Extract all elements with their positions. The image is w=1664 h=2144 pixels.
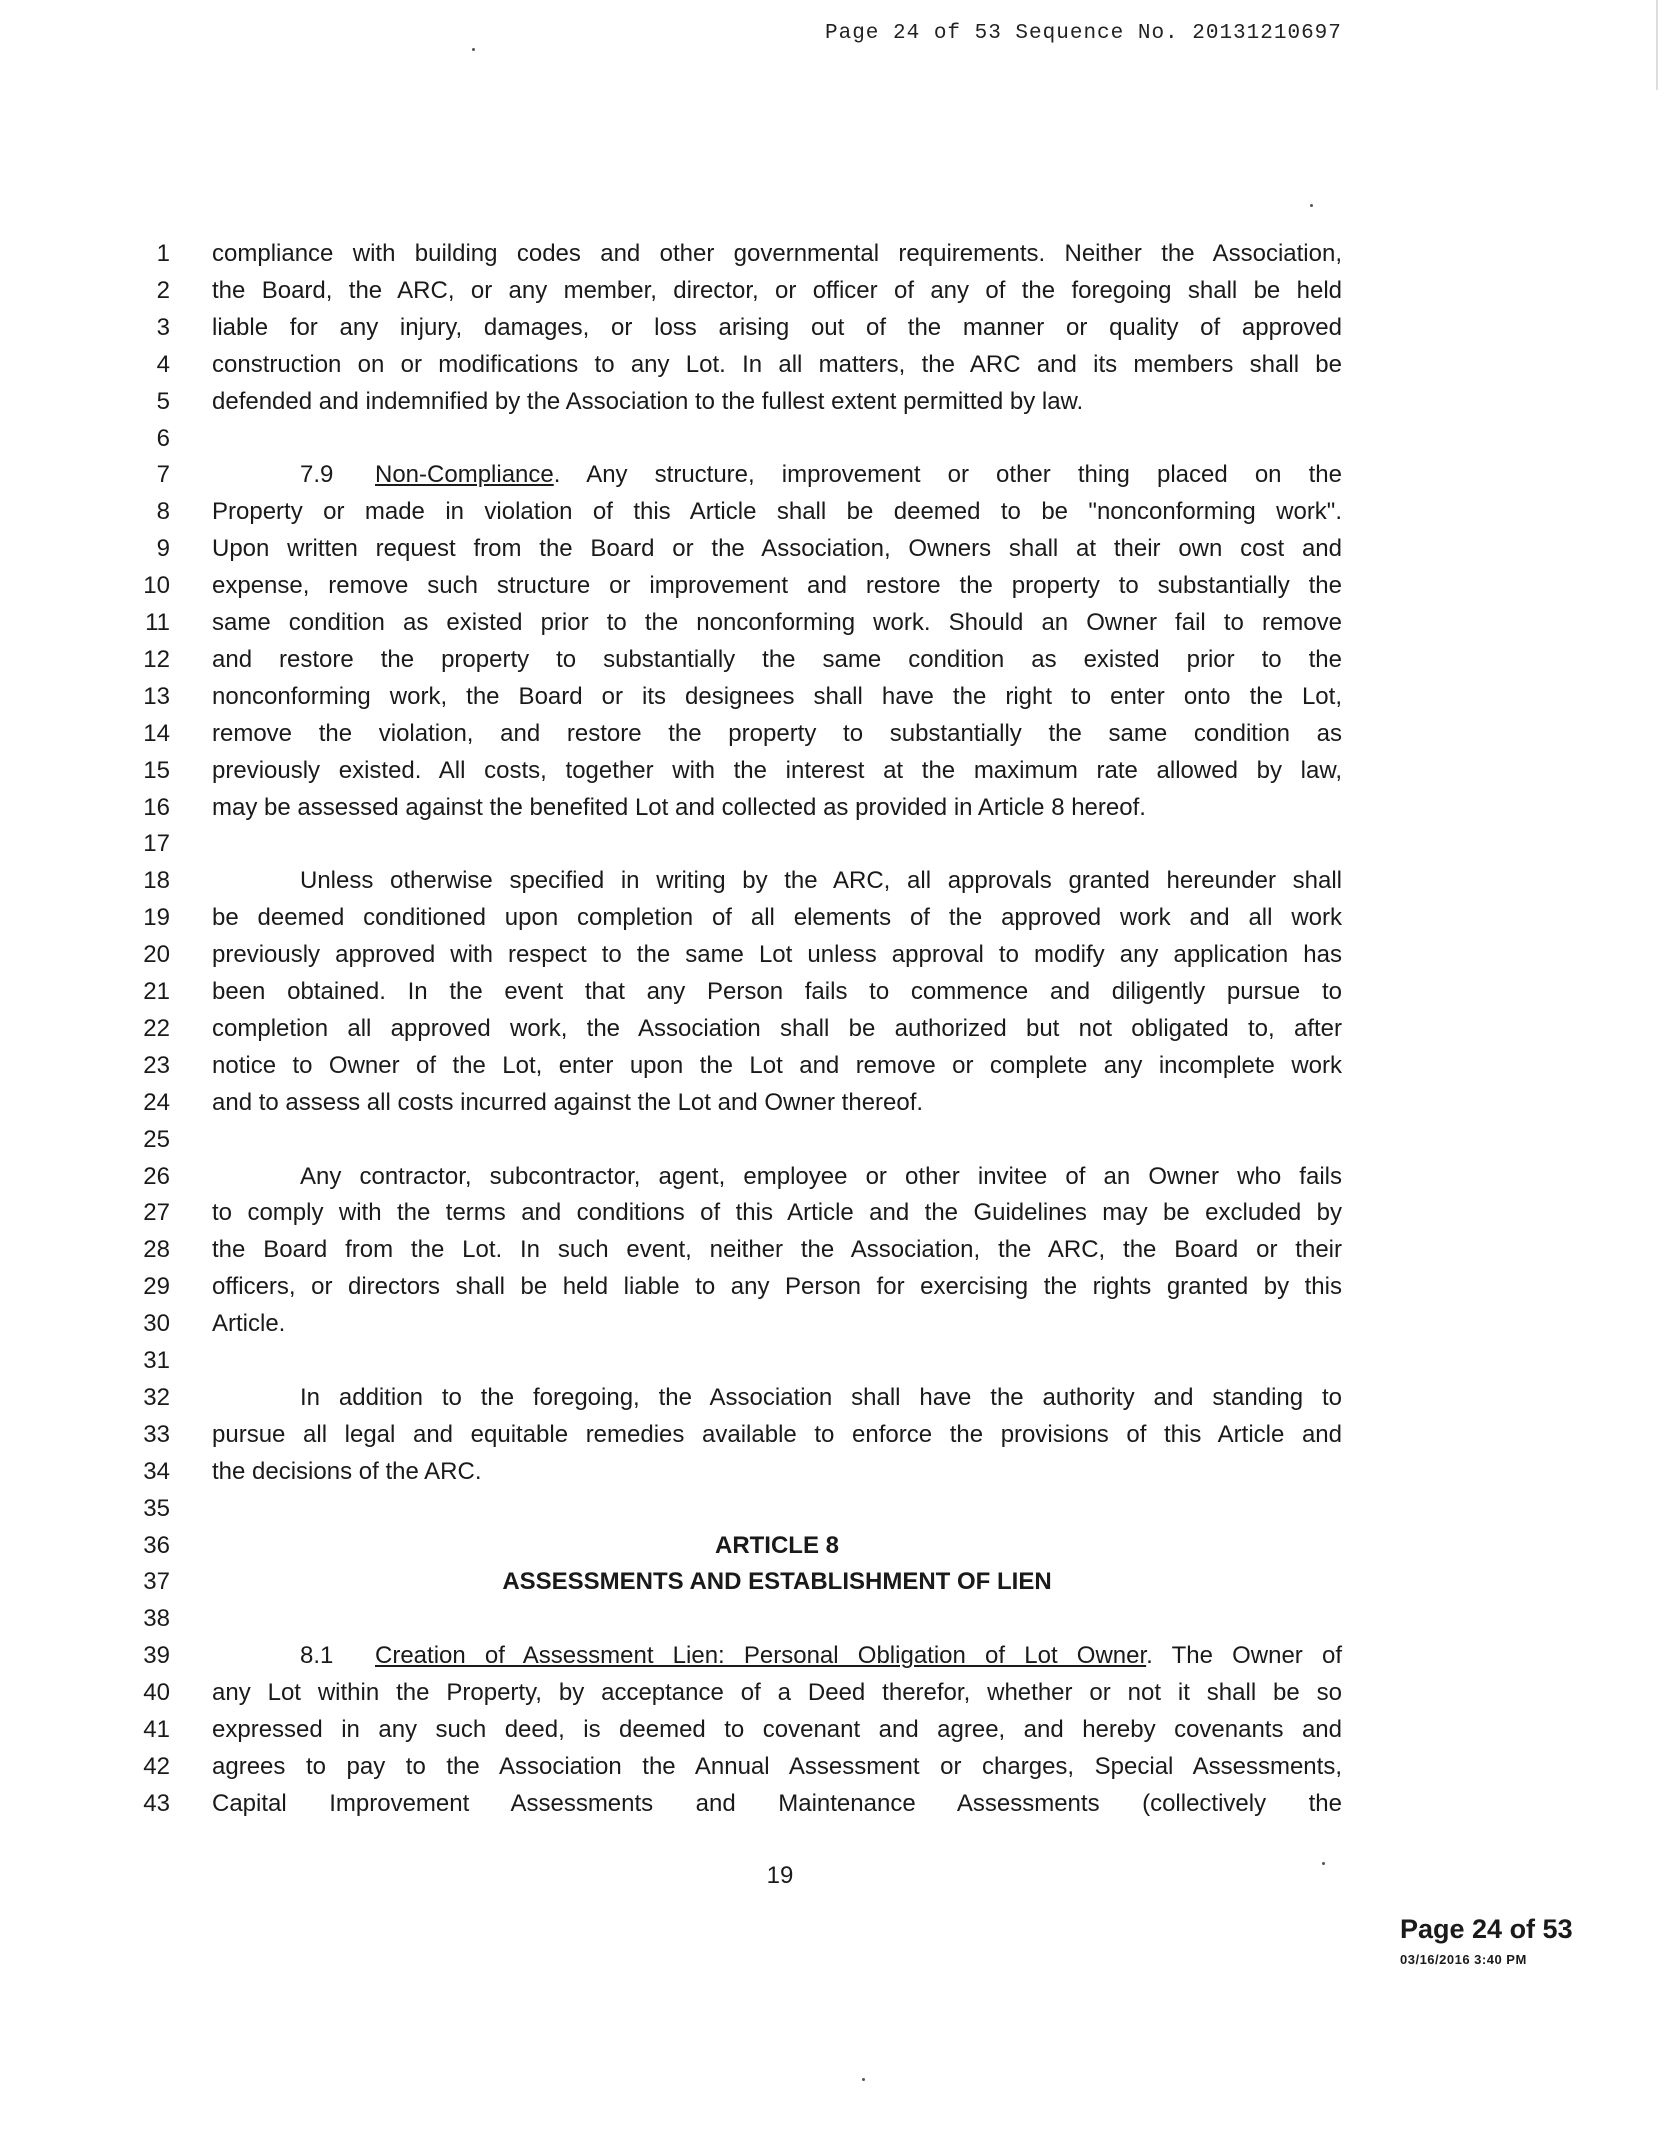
page-edge-mark (1656, 0, 1658, 90)
line-text: defended and indemnified by the Association to the fullest extent permitted by law. (212, 387, 1084, 415)
line-text: the Board, the ARC, or any member, director, or officer of any of the foregoing shall be held (212, 276, 1342, 304)
page-header: Page 24 of 53 Sequence No. 20131210697 (825, 22, 1342, 45)
document-line (0, 716, 1664, 752)
line-number: 21 (143, 978, 170, 1005)
line-text: officers, or directors shall be held liable to any Person for exercising the rights granted by this (212, 1273, 1342, 1301)
line-text: In addition to the foregoing, the Association shall have the authority and standing to (300, 1383, 1342, 1411)
line-text: Upon written request from the Board or the Association, Owners shall at their own cost and (212, 535, 1342, 563)
line-number: 30 (143, 1310, 170, 1338)
document-line (0, 347, 1664, 383)
line-text: to comply with the terms and conditions of this Article and the Guidelines may be excluded by (212, 1199, 1342, 1227)
line-number: 14 (143, 719, 170, 747)
line-text: expressed in any such deed, is deemed to covenant and agree, and hereby covenants and (212, 1716, 1342, 1743)
article-title: ASSESSMENTS AND ESTABLISHMENT OF LIEN (502, 1568, 1052, 1596)
line-text: pursue all legal and equitable remedies available to enforce the provisions of this Article and (212, 1420, 1342, 1448)
line-number: 28 (143, 1236, 170, 1264)
section-title: Creation of Assessment Lien: Personal Obligation of Lot Owner (375, 1642, 1147, 1670)
line-number: 41 (143, 1716, 170, 1743)
line-number: 12 (143, 645, 170, 673)
document-line (0, 974, 1664, 1010)
document-line (0, 1343, 1664, 1379)
document-line (0, 1048, 1664, 1084)
section-number: 7.9 (300, 461, 334, 489)
line-number: 43 (143, 1789, 170, 1817)
section-text: . Any structure, improvement or other thing placed on the (553, 461, 1342, 489)
section-number: 8.1 (300, 1642, 334, 1670)
line-number: 7 (156, 461, 170, 489)
document-line (0, 1122, 1664, 1158)
document-line (0, 1011, 1664, 1047)
line-text: Unless otherwise specified in writing by the ARC, all approvals granted hereunder shall (300, 867, 1342, 895)
line-text: previously existed. All costs, together with the interest at the maximum rate allowed by law, (212, 756, 1342, 784)
line-text: compliance with building codes and other governmental requirements. Neither the Association, (212, 240, 1342, 267)
document-line (0, 753, 1664, 789)
line-number: 34 (143, 1457, 170, 1485)
document-line (0, 679, 1664, 715)
document-line (0, 1306, 1664, 1342)
section-heading-line (212, 1638, 1342, 1674)
line-number: 18 (143, 867, 170, 895)
line-number: 20 (143, 941, 170, 969)
section-heading-line (212, 457, 1342, 493)
document-line (0, 568, 1664, 604)
document-line (0, 1195, 1664, 1231)
line-number: 27 (143, 1199, 170, 1227)
line-number: 24 (143, 1088, 170, 1116)
line-number: 23 (143, 1051, 170, 1079)
line-text: Property or made in violation of this Article shall be deemed to be "nonconforming work". (212, 498, 1342, 526)
line-text: Capital Improvement Assessments and Maintenance Assessments (collectively the (212, 1789, 1342, 1817)
line-text: same condition as existed prior to the nonconforming work. Should an Owner fail to remove (212, 609, 1342, 636)
line-text: remove the violation, and restore the property to substantially the same condition as (212, 719, 1342, 747)
line-number: 25 (143, 1125, 170, 1153)
line-number: 16 (143, 793, 170, 821)
line-text: agrees to pay to the Association the Annual Assessment or charges, Special Assessments, (212, 1752, 1342, 1780)
line-number: 37 (143, 1568, 170, 1596)
line-text: Article. (212, 1310, 286, 1338)
line-number: 5 (156, 387, 170, 415)
scan-speck (472, 48, 475, 51)
document-line (0, 826, 1664, 862)
page-number: 19 (766, 1862, 794, 1889)
line-number: 35 (143, 1494, 170, 1522)
line-text: been obtained. In the event that any Person fails to commence and diligently pursue to (212, 978, 1342, 1005)
document-line (0, 1749, 1664, 1785)
line-text: expense, remove such structure or improvement and restore the property to substantially the (212, 572, 1342, 600)
document-line (0, 1269, 1664, 1305)
line-number: 26 (143, 1162, 170, 1190)
line-number: 8 (156, 498, 170, 526)
line-number: 40 (143, 1679, 170, 1707)
line-number: 33 (143, 1420, 170, 1448)
line-text: the decisions of the ARC. (212, 1457, 482, 1485)
line-number: 3 (156, 313, 170, 341)
document-line (0, 605, 1664, 641)
line-text: construction on or modifications to any Lot. In all matters, the ARC and its members shall be (212, 350, 1342, 378)
line-text: Any contractor, subcontractor, agent, employee or other invitee of an Owner who fails (300, 1162, 1342, 1190)
document-line (0, 1675, 1664, 1711)
line-number: 2 (156, 276, 170, 304)
line-number: 15 (143, 756, 170, 784)
document-line (0, 937, 1664, 973)
line-number: 1 (156, 240, 170, 267)
document-line (0, 421, 1664, 457)
section-text: . The Owner of (1146, 1642, 1342, 1670)
scan-speck (862, 2078, 865, 2081)
document-line (0, 1380, 1664, 1416)
document-line (0, 1491, 1664, 1527)
line-number: 10 (143, 572, 170, 600)
line-number: 36 (143, 1531, 170, 1559)
recording-stamp-page: Page 24 of 53 (1400, 1914, 1573, 1944)
document-line (0, 273, 1664, 309)
document-line (0, 1454, 1664, 1490)
line-text: notice to Owner of the Lot, enter upon the Lot and remove or complete any incomplete work (212, 1051, 1342, 1079)
line-number: 19 (143, 904, 170, 932)
document-line (0, 531, 1664, 567)
line-number: 42 (143, 1752, 170, 1780)
document-line (0, 236, 1664, 272)
article-heading: ARTICLE 8 (714, 1531, 839, 1559)
document-line (0, 1232, 1664, 1268)
line-number: 4 (156, 350, 170, 378)
line-text: and restore the property to substantially the same condition as existed prior to the (212, 645, 1342, 673)
document-line (0, 642, 1664, 678)
line-number: 17 (143, 830, 170, 858)
line-number: 32 (143, 1383, 170, 1411)
line-text: completion all approved work, the Association shall be authorized but not obligated to, after (212, 1014, 1342, 1042)
document-line (0, 494, 1664, 530)
line-text: the Board from the Lot. In such event, neither the Association, the ARC, the Board or their (212, 1236, 1342, 1264)
document-line (0, 1601, 1664, 1637)
line-number: 31 (143, 1347, 170, 1374)
line-number: 13 (143, 682, 170, 710)
section-title: Non-Compliance (375, 461, 554, 489)
line-text: be deemed conditioned upon completion of all elements of the approved work and all work (212, 904, 1342, 932)
line-text: previously approved with respect to the same Lot unless approval to modify any application has (212, 941, 1342, 969)
document-line (0, 1528, 1664, 1564)
document-line (0, 1786, 1664, 1822)
line-number: 22 (143, 1014, 170, 1042)
document-line (0, 1159, 1664, 1195)
line-number: 9 (156, 535, 170, 563)
document-line (0, 1564, 1664, 1600)
document-line (0, 790, 1664, 826)
line-text: nonconforming work, the Board or its designees shall have the right to enter onto the Lot, (212, 682, 1342, 710)
document-line (0, 900, 1664, 936)
line-text: may be assessed against the benefited Lot and collected as provided in Article 8 hereof. (212, 793, 1146, 821)
line-number: 29 (143, 1273, 170, 1301)
document-line (0, 1638, 1664, 1674)
document-line (0, 310, 1664, 346)
line-text: liable for any injury, damages, or loss arising out of the manner or quality of approved (212, 313, 1342, 341)
document-line (0, 457, 1664, 493)
recording-stamp-date: 03/16/2016 3:40 PM (1400, 1952, 1527, 1967)
line-number: 38 (143, 1605, 170, 1633)
document-line (0, 1085, 1664, 1121)
document-line (0, 863, 1664, 899)
line-number: 39 (143, 1642, 170, 1670)
document-line (0, 1712, 1664, 1748)
line-number: 11 (145, 609, 170, 636)
line-text: any Lot within the Property, by acceptance of a Deed therefor, whether or not it shall be so (212, 1679, 1342, 1707)
line-number: 6 (156, 424, 170, 452)
document-line (0, 384, 1664, 420)
document-line (0, 1417, 1664, 1453)
line-text: and to assess all costs incurred against the Lot and Owner thereof. (212, 1088, 924, 1116)
scan-speck (1310, 204, 1313, 207)
